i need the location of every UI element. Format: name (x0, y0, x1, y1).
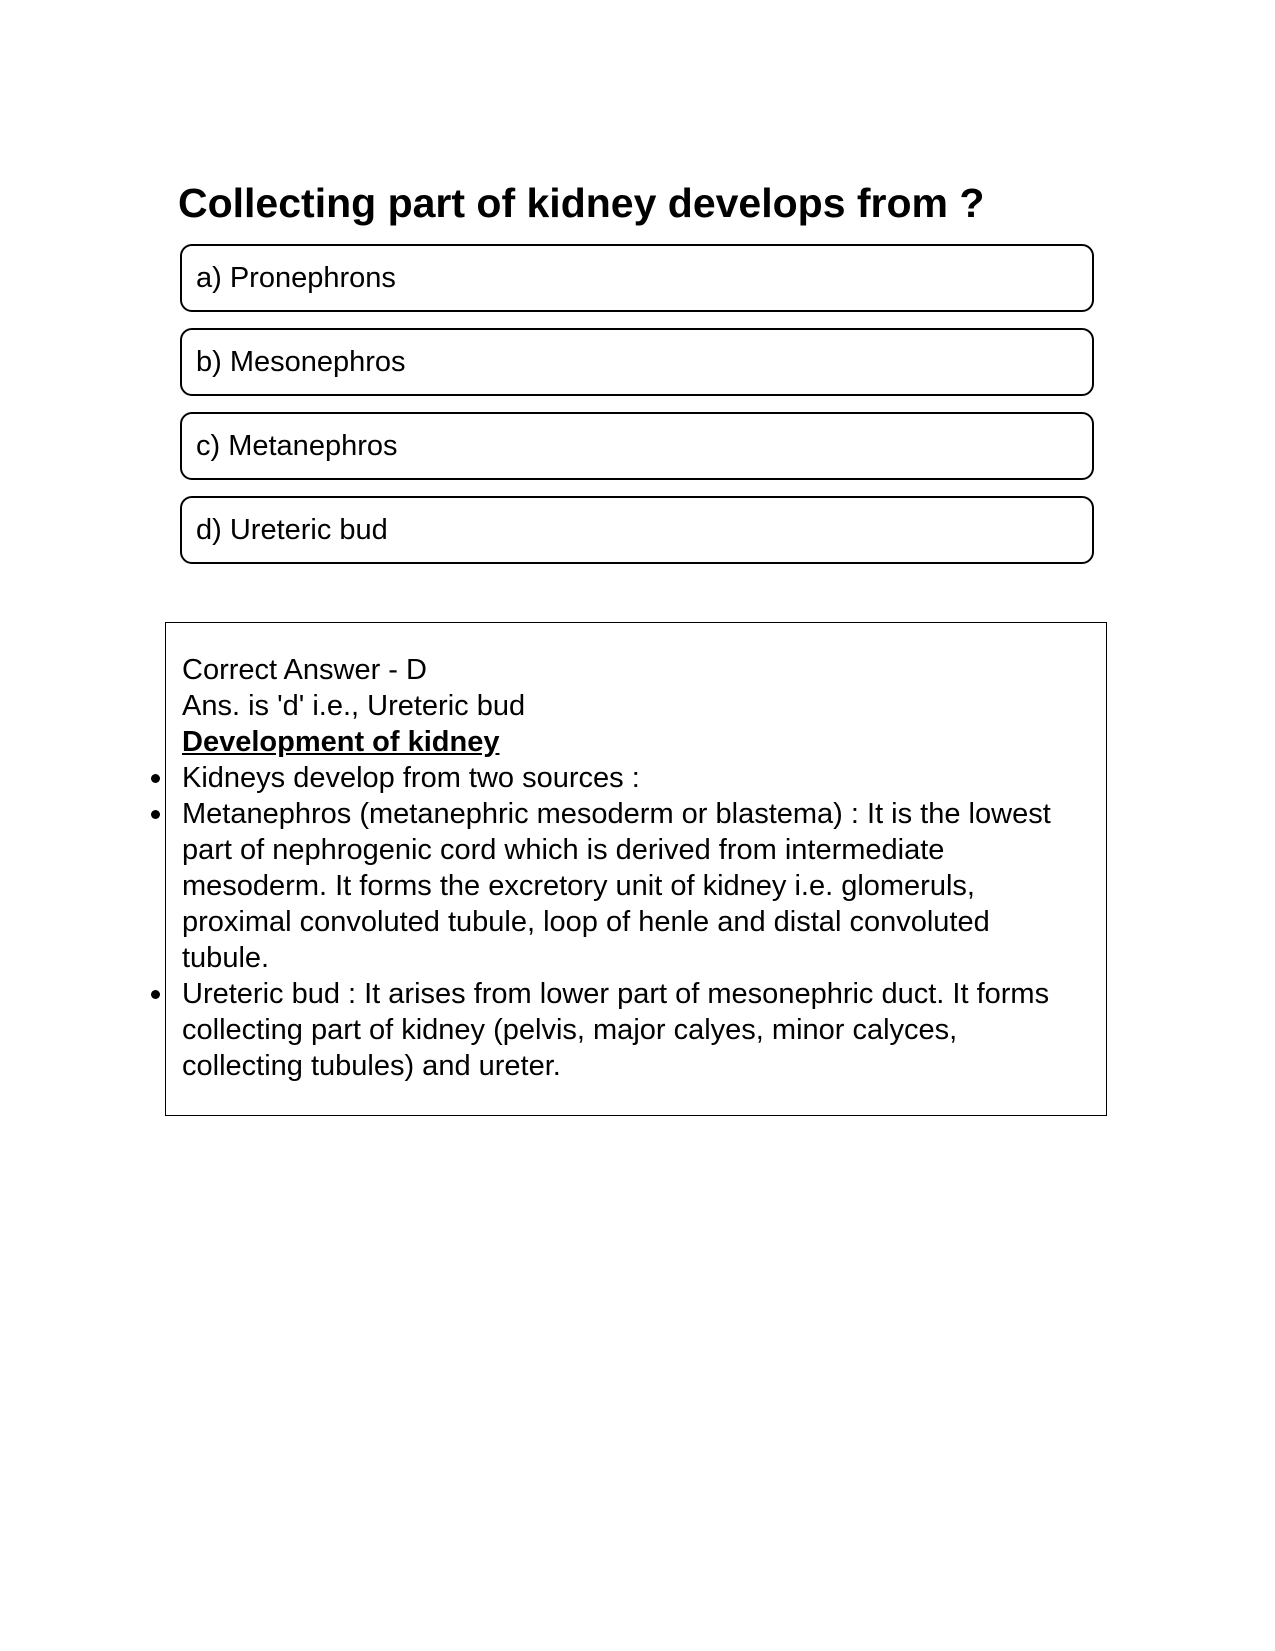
section-heading: Development of kidney (182, 726, 500, 758)
options-list (180, 244, 1094, 580)
bullet-icon (151, 774, 160, 783)
option-c[interactable]: c) Metanephros (180, 412, 1094, 480)
option-d[interactable]: d) Ureteric bud (180, 496, 1094, 564)
answer-explanation: Ans. is 'd' i.e., Ureteric bud (182, 690, 526, 722)
bullet-line: Metanephros (metanephric mesoderm or blastema) : It is the lowest (182, 798, 1051, 830)
bullet-line: collecting tubules) and ureter. (182, 1050, 561, 1082)
bullet-item (182, 796, 1087, 976)
bullet-icon (151, 990, 160, 999)
bullet-line: proximal convoluted tubule, loop of henle and distal convoluted (182, 906, 990, 938)
bullet-line: tubule. (182, 942, 270, 974)
option-b[interactable]: b) Mesonephros (180, 328, 1094, 396)
bullet-line: collecting part of kidney (pelvis, major calyes, minor calyces, (182, 1014, 958, 1046)
bullet-line: Ureteric bud : It arises from lower part of mesonephric duct. It forms (182, 978, 1050, 1010)
question-title: Collecting part of kidney develops from ? (178, 180, 985, 226)
bullet-line: part of nephrogenic cord which is derived from intermediate (182, 834, 945, 866)
bullet-list (182, 760, 1087, 1084)
bullet-item (182, 760, 1087, 796)
answer-box (165, 622, 1107, 1116)
answer-content (182, 652, 1087, 1084)
bullet-icon (151, 810, 160, 819)
bullet-item (182, 976, 1087, 1084)
option-a[interactable]: a) Pronephrons (180, 244, 1094, 312)
bullet-line: Kidneys develop from two sources : (182, 762, 640, 794)
bullet-line: mesoderm. It forms the excretory unit of kidney i.e. glomeruls, (182, 870, 975, 902)
correct-answer: Correct Answer - D (182, 654, 427, 686)
